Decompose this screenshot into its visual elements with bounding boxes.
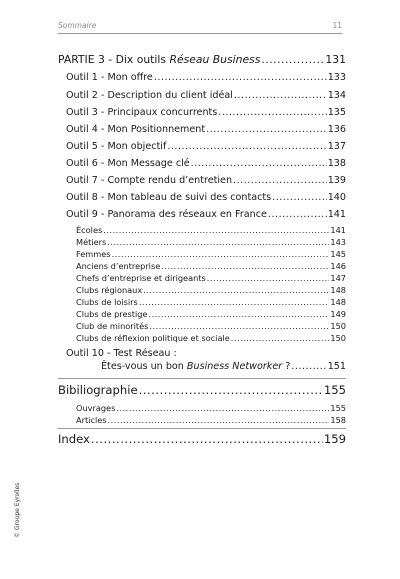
toc-label: Outil 2 - Description du client idéal xyxy=(66,90,233,101)
dot-leader xyxy=(167,141,326,152)
dot-leader xyxy=(191,158,327,169)
toc-page: 133 xyxy=(327,72,346,83)
toc-label: Clubs de réflexion politique et sociale xyxy=(76,333,230,343)
toc-label: Clubs régionaux xyxy=(76,285,143,295)
toc-page: 141 xyxy=(330,225,346,235)
dot-leader xyxy=(207,273,330,283)
toc-page: 155 xyxy=(323,383,346,397)
running-header xyxy=(58,21,342,34)
toc-label: Index xyxy=(58,432,90,446)
dot-leader xyxy=(233,175,327,186)
toc-network-chefs[interactable] xyxy=(76,273,346,283)
dot-leader xyxy=(149,309,330,319)
toc-tool-2[interactable] xyxy=(66,90,346,101)
dot-leader xyxy=(139,297,330,307)
toc-page: 146 xyxy=(330,261,346,271)
dot-leader xyxy=(154,72,327,83)
dot-leader xyxy=(103,225,329,235)
dot-leader xyxy=(234,90,327,101)
dot-leader xyxy=(161,261,329,271)
toc-page: 159 xyxy=(323,432,346,446)
toc-label: Métiers xyxy=(76,237,107,247)
toc-page: 141 xyxy=(327,209,346,220)
toc-page: 148 xyxy=(330,297,346,307)
toc-page: 143 xyxy=(330,237,346,247)
toc-tool-5[interactable] xyxy=(66,141,346,152)
toc-label: Outil 3 - Principaux concurrents xyxy=(66,107,218,118)
toc-tool-4[interactable] xyxy=(66,124,346,135)
toc-label: Outil 1 - Mon offre xyxy=(66,72,153,83)
dot-leader xyxy=(291,361,326,372)
toc-network-ecoles[interactable] xyxy=(76,225,346,235)
toc-page: 151 xyxy=(327,361,346,372)
toc-page: 150 xyxy=(330,333,346,343)
toc-label: Clubs de loisirs xyxy=(76,297,138,307)
toc-network-loisirs[interactable] xyxy=(76,297,346,307)
toc-page: 150 xyxy=(330,321,346,331)
toc-label: Outil 5 - Mon objectif xyxy=(66,141,167,152)
toc-label: Chefs d’entreprise et dirigeants xyxy=(76,273,206,283)
toc-tool-1[interactable] xyxy=(66,72,346,83)
copyright-note: © Groupe Eyrolles xyxy=(14,482,21,538)
toc-page: 134 xyxy=(327,90,346,101)
toc-part-label: PARTIE 3 - Dix outils Réseau Business xyxy=(58,53,261,66)
toc-label: Articles xyxy=(76,415,107,425)
toc-label: Êtes-vous un bon Business Networker ? xyxy=(101,361,291,372)
toc-network-femmes[interactable] xyxy=(76,249,346,259)
toc-page: 136 xyxy=(327,124,346,135)
toc-page: 148 xyxy=(330,285,346,295)
toc-label: Anciens d’entreprise xyxy=(76,261,161,271)
toc-tool-3[interactable] xyxy=(66,107,346,118)
toc-part-3[interactable] xyxy=(58,53,346,66)
toc-page: 131 xyxy=(325,53,346,66)
dot-leader xyxy=(143,285,329,295)
toc-label: Outil 7 - Compte rendu d’entretien xyxy=(66,175,233,186)
dot-leader xyxy=(206,124,327,135)
toc-tool-8[interactable] xyxy=(66,192,346,203)
header-page-number: 11 xyxy=(332,21,342,30)
toc-label: Bibiliographie xyxy=(58,383,138,397)
toc-label: Écoles xyxy=(76,225,103,235)
toc-biblio-articles[interactable] xyxy=(76,415,346,425)
dot-leader xyxy=(231,333,330,343)
toc-page: 158 xyxy=(330,415,346,425)
toc-tool-9[interactable] xyxy=(66,209,346,220)
dot-leader xyxy=(272,192,327,203)
dot-leader xyxy=(218,107,326,118)
toc-page: 137 xyxy=(327,141,346,152)
toc-network-minorites[interactable] xyxy=(76,321,346,331)
toc-label: Outil 6 - Mon Message clé xyxy=(66,158,190,169)
toc-page: 140 xyxy=(327,192,346,203)
toc-page: 135 xyxy=(327,107,346,118)
toc-page: 147 xyxy=(330,273,346,283)
dot-leader xyxy=(149,321,329,331)
section-divider xyxy=(58,378,346,379)
toc-label: Clubs de prestige xyxy=(76,309,148,319)
toc-page: 155 xyxy=(330,403,346,413)
toc-network-reflexion[interactable] xyxy=(76,333,346,343)
toc-page: 149 xyxy=(330,309,346,319)
toc-label: Outil 4 - Mon Positionnement xyxy=(66,124,206,135)
dot-leader xyxy=(108,415,330,425)
toc-page: 139 xyxy=(327,175,346,186)
toc-label: Ouvrages xyxy=(76,403,116,413)
toc-label: Outil 9 - Panorama des réseaux en France xyxy=(66,209,267,220)
dot-leader xyxy=(91,432,323,446)
toc-network-metiers[interactable] xyxy=(76,237,346,247)
toc-page: 145 xyxy=(330,249,346,259)
dot-leader xyxy=(107,237,329,247)
toc-label: Outil 8 - Mon tableau de suivi des contacts xyxy=(66,192,272,203)
toc-page: 138 xyxy=(327,158,346,169)
toc-tool-10-title[interactable]: Outil 10 - Test Réseau : xyxy=(66,348,177,359)
toc-tool-10[interactable] xyxy=(101,361,346,372)
toc-network-anciens[interactable] xyxy=(76,261,346,271)
toc-index[interactable] xyxy=(58,432,346,446)
toc-network-regionaux[interactable] xyxy=(76,285,346,295)
dot-leader xyxy=(116,403,329,413)
header-title: Sommaire xyxy=(58,21,97,30)
section-divider xyxy=(58,428,346,429)
dot-leader xyxy=(112,249,330,259)
toc-bibliography[interactable] xyxy=(58,383,346,397)
toc-biblio-ouvrages[interactable] xyxy=(76,403,346,413)
dot-leader xyxy=(268,209,327,220)
toc-tool-7[interactable] xyxy=(66,175,346,186)
toc-tool-6[interactable] xyxy=(66,158,346,169)
dot-leader xyxy=(139,383,323,397)
toc-label: Club de minorités xyxy=(76,321,149,331)
toc-network-prestige[interactable] xyxy=(76,309,346,319)
dot-leader xyxy=(261,53,324,66)
toc-label: Femmes xyxy=(76,249,111,259)
